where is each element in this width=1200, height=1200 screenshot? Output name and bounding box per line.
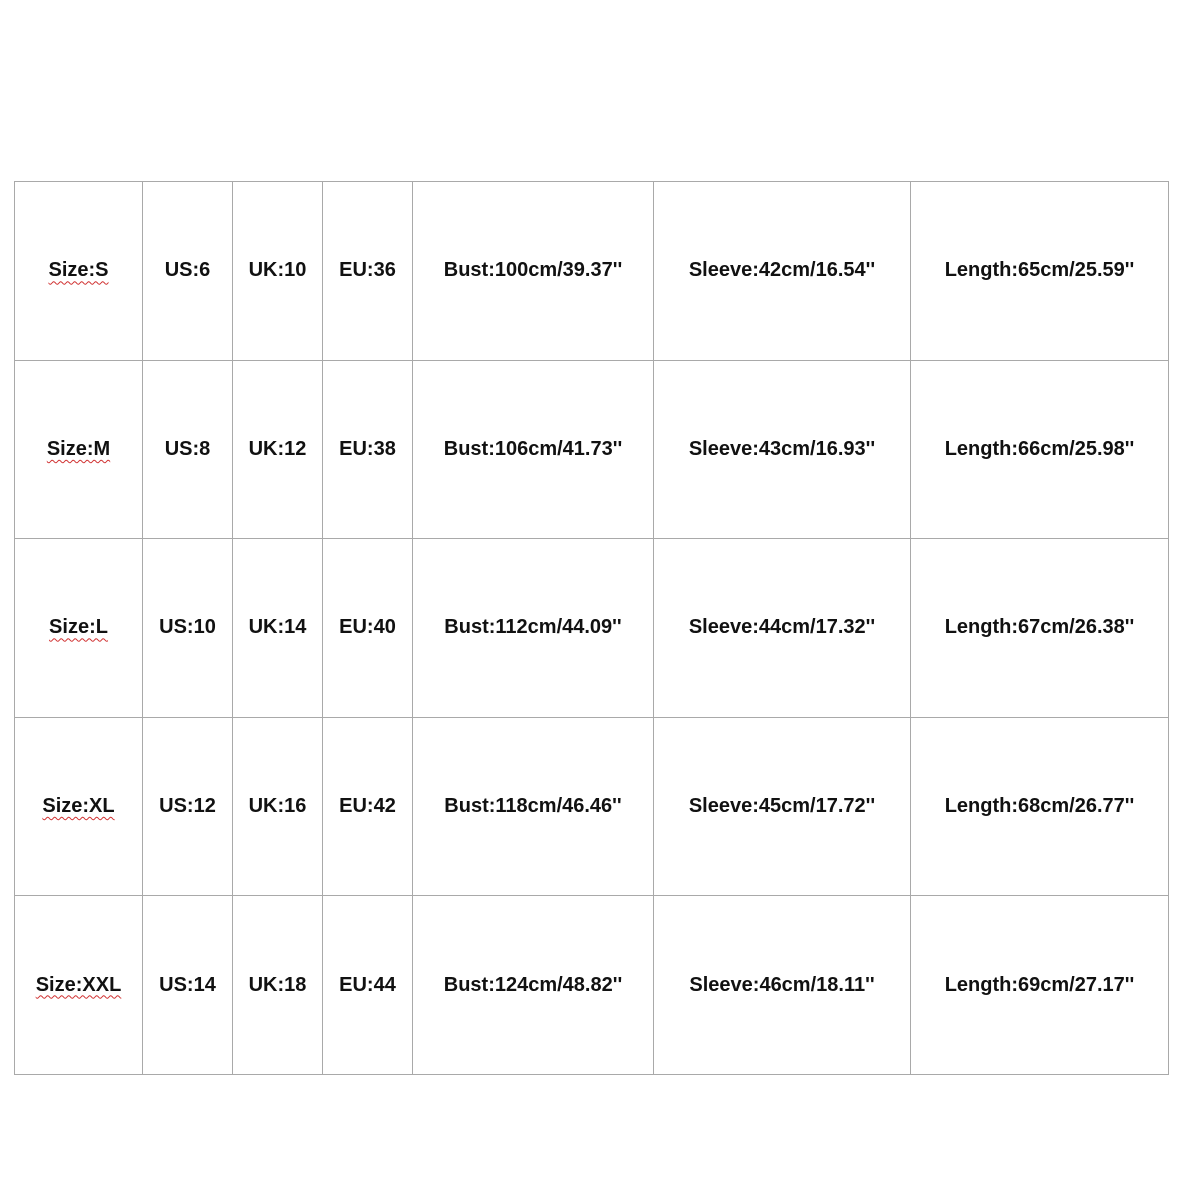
length-cell: Length:69cm/27.17'' xyxy=(911,896,1169,1075)
us-size-cell: US:8 xyxy=(143,360,233,539)
uk-size-cell: UK:12 xyxy=(233,360,323,539)
size-label: Size:XXL xyxy=(35,973,122,996)
bust-cell: Bust:106cm/41.73'' xyxy=(413,360,654,539)
size-cell xyxy=(15,896,143,1075)
sleeve-cell: Sleeve:46cm/18.11'' xyxy=(654,896,911,1075)
sleeve-cell: Sleeve:43cm/16.93'' xyxy=(654,360,911,539)
size-cell xyxy=(15,182,143,361)
uk-size-cell: UK:16 xyxy=(233,717,323,896)
length-cell: Length:68cm/26.77'' xyxy=(911,717,1169,896)
us-size-cell: US:14 xyxy=(143,896,233,1075)
sleeve-cell: Sleeve:42cm/16.54'' xyxy=(654,182,911,361)
size-chart-table xyxy=(14,181,1169,1075)
us-size-cell: US:6 xyxy=(143,182,233,361)
bust-cell: Bust:100cm/39.37'' xyxy=(413,182,654,361)
bust-cell: Bust:118cm/46.46'' xyxy=(413,717,654,896)
size-label: Size:S xyxy=(48,259,109,282)
table-row xyxy=(15,539,1169,718)
uk-size-cell: UK:14 xyxy=(233,539,323,718)
table-row xyxy=(15,182,1169,361)
us-size-cell: US:10 xyxy=(143,539,233,718)
eu-size-cell: EU:38 xyxy=(323,360,413,539)
table-row xyxy=(15,896,1169,1075)
uk-size-cell: UK:10 xyxy=(233,182,323,361)
eu-size-cell: EU:42 xyxy=(323,717,413,896)
uk-size-cell: UK:18 xyxy=(233,896,323,1075)
eu-size-cell: EU:36 xyxy=(323,182,413,361)
table-row xyxy=(15,717,1169,896)
us-size-cell: US:12 xyxy=(143,717,233,896)
bust-cell: Bust:112cm/44.09'' xyxy=(413,539,654,718)
size-cell xyxy=(15,539,143,718)
size-label: Size:XL xyxy=(42,795,115,818)
table-row xyxy=(15,360,1169,539)
length-cell: Length:66cm/25.98'' xyxy=(911,360,1169,539)
sleeve-cell: Sleeve:44cm/17.32'' xyxy=(654,539,911,718)
length-cell: Length:65cm/25.59'' xyxy=(911,182,1169,361)
eu-size-cell: EU:40 xyxy=(323,539,413,718)
eu-size-cell: EU:44 xyxy=(323,896,413,1075)
bust-cell: Bust:124cm/48.82'' xyxy=(413,896,654,1075)
sleeve-cell: Sleeve:45cm/17.72'' xyxy=(654,717,911,896)
length-cell: Length:67cm/26.38'' xyxy=(911,539,1169,718)
size-cell xyxy=(15,360,143,539)
size-label: Size:M xyxy=(46,437,111,460)
size-label: Size:L xyxy=(49,616,108,639)
size-cell xyxy=(15,717,143,896)
